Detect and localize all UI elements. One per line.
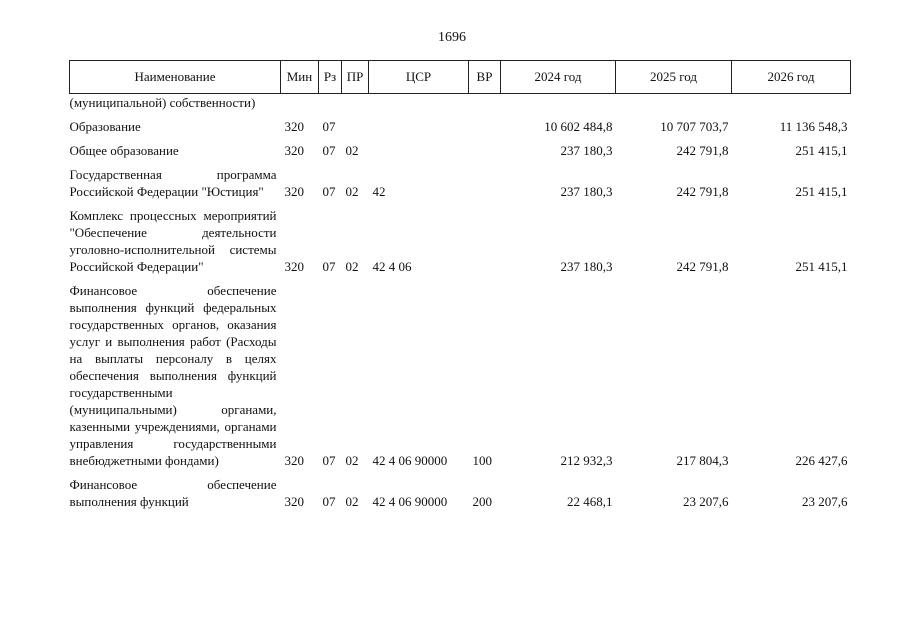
row-name: Финансовое обеспечение выполнения функций: [69, 477, 277, 509]
table-header-row: [70, 61, 851, 94]
row-name: Общее образование: [69, 143, 179, 158]
row-csr: 42 4 06: [372, 259, 412, 274]
header-rz: Рз: [319, 61, 342, 94]
row-2026: 226 427,6: [795, 453, 848, 468]
row-2026: 251 415,1: [795, 184, 848, 199]
row-rz: 07: [322, 184, 336, 199]
row-pr: [342, 118, 369, 135]
row-2024: 10 602 484,8: [544, 119, 613, 134]
row-pr: 02: [345, 494, 359, 509]
row-pr: 02: [345, 143, 359, 158]
row-vr: 200: [472, 494, 492, 509]
row-2026: 251 415,1: [795, 259, 848, 274]
table-row: [70, 94, 851, 112]
row-2026: 11 136 548,3: [779, 119, 848, 134]
row-rz: 07: [322, 453, 336, 468]
header-csr: ЦСР: [369, 61, 469, 94]
row-2026: 251 415,1: [795, 143, 848, 158]
row-name: Государственная программа Российской Федерации "Юстиция": [69, 167, 277, 199]
row-rz: 07: [322, 494, 336, 509]
table-row: [70, 282, 851, 469]
row-2024: 237 180,3: [560, 259, 613, 274]
row-2025: 217 804,3: [676, 453, 729, 468]
row-min: [281, 94, 319, 112]
row-2025: 23 207,6: [683, 494, 729, 509]
table-row: [70, 166, 851, 200]
row-2024: 237 180,3: [560, 143, 613, 158]
header-2026: 2026 год: [732, 61, 851, 94]
row-rz: 07: [322, 143, 336, 158]
row-2025: 10 707 703,7: [660, 119, 729, 134]
row-csr: 42 4 06 90000: [372, 494, 448, 509]
row-vr: [469, 166, 501, 200]
row-name: Образование: [69, 119, 141, 134]
row-2025: 242 791,8: [676, 259, 729, 274]
row-pr: 02: [345, 184, 359, 199]
row-pr: 02: [345, 453, 359, 468]
row-2025: 242 791,8: [676, 184, 729, 199]
row-2026: [732, 94, 851, 112]
row-min: 320: [284, 259, 304, 274]
row-vr: [469, 142, 501, 159]
table-row: [70, 118, 851, 135]
row-name: (муниципальной) собственности): [69, 95, 256, 110]
row-2024: 22 468,1: [567, 494, 613, 509]
table-row: [70, 207, 851, 275]
row-min: 320: [284, 119, 304, 134]
row-csr: [369, 118, 469, 135]
header-name: Наименование: [70, 61, 281, 94]
row-vr: [469, 94, 501, 112]
table-row: [70, 476, 851, 510]
row-min: 320: [284, 143, 304, 158]
row-2026: 23 207,6: [802, 494, 848, 509]
header-min: Мин: [281, 61, 319, 94]
row-min: 320: [284, 494, 304, 509]
row-pr: 02: [345, 259, 359, 274]
row-name: Комплекс процессных мероприятий "Обеспечение деятельности уголовно-исполнительной системы Российской Федерации": [69, 208, 277, 274]
row-min: 320: [284, 453, 304, 468]
row-min: 320: [284, 184, 304, 199]
header-2024: 2024 год: [501, 61, 616, 94]
row-2024: 237 180,3: [560, 184, 613, 199]
row-csr: 42: [372, 184, 386, 199]
row-csr: [369, 94, 469, 112]
row-2025: [616, 94, 732, 112]
table-row: [70, 142, 851, 159]
row-rz: [319, 94, 342, 112]
row-csr: [369, 142, 469, 159]
row-rz: 07: [322, 259, 336, 274]
row-2024: [501, 94, 616, 112]
row-name: Финансовое обеспечение выполнения функций федеральных государственных органов, оказания услуг и выполнения работ (Расходы на выплаты персоналу в целях обеспечения выполнения функций государственными (муниципальными) органами, казенными учреждениями, органами управления государственными внебюджетными фондами): [69, 283, 277, 468]
header-pr: ПР: [342, 61, 369, 94]
row-vr: [469, 118, 501, 135]
row-vr: [469, 207, 501, 275]
row-csr: 42 4 06 90000: [372, 453, 448, 468]
row-2025: 242 791,8: [676, 143, 729, 158]
page-number: 1696: [438, 30, 466, 45]
header-vr: ВР: [469, 61, 501, 94]
row-vr: 100: [472, 453, 492, 468]
row-pr: [342, 94, 369, 112]
row-2024: 212 932,3: [560, 453, 613, 468]
row-rz: 07: [322, 119, 336, 134]
budget-table: [69, 60, 851, 510]
header-2025: 2025 год: [616, 61, 732, 94]
